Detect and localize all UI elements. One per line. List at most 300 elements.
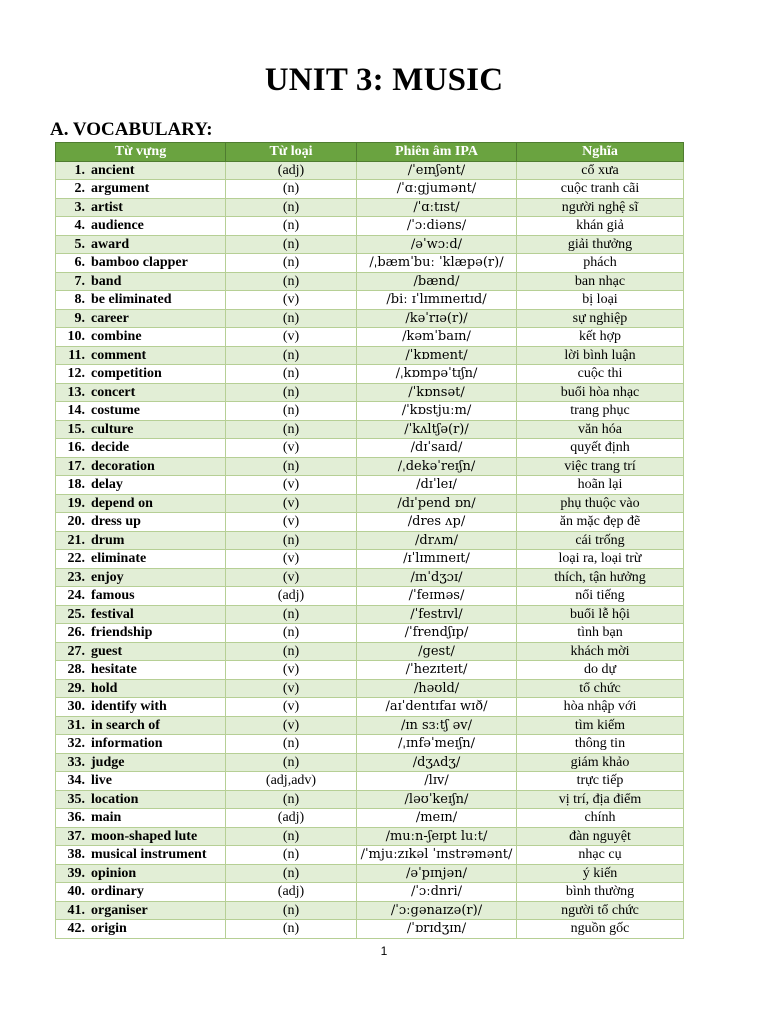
table-row xyxy=(56,383,684,402)
ipa-cell: /aɪˈdentɪfaɪ wɪð/ xyxy=(357,698,517,717)
vocab-word-cell xyxy=(56,642,226,661)
table-row xyxy=(56,476,684,495)
vocab-word-cell xyxy=(56,180,226,199)
vocab-word-cell xyxy=(56,383,226,402)
row-number: 32. xyxy=(67,736,85,752)
vocab-word: decoration xyxy=(91,458,155,474)
vocab-word: band xyxy=(91,273,122,289)
row-number: 20. xyxy=(67,514,85,530)
vocab-word: guest xyxy=(91,643,123,659)
part-of-speech-cell: (n) xyxy=(226,272,357,291)
table-row xyxy=(56,457,684,476)
ipa-cell: /dɪˈpend ɒn/ xyxy=(357,494,517,513)
vocab-word: argument xyxy=(91,181,150,197)
row-number: 26. xyxy=(67,625,85,641)
ipa-cell: /ˈhezɪteɪt/ xyxy=(357,661,517,680)
meaning-cell: ban nhạc xyxy=(517,272,684,291)
ipa-cell: /ˈɔːdnri/ xyxy=(357,883,517,902)
vocab-word: organiser xyxy=(91,902,148,918)
row-number: 2. xyxy=(74,181,85,197)
vocab-word-cell xyxy=(56,735,226,754)
part-of-speech-cell: (n) xyxy=(226,383,357,402)
ipa-cell: /ˈfeɪməs/ xyxy=(357,587,517,606)
vocab-word-cell xyxy=(56,365,226,384)
vocab-word-cell xyxy=(56,217,226,236)
ipa-cell: /ˈkɒment/ xyxy=(357,346,517,365)
meaning-cell: hòa nhập với xyxy=(517,698,684,717)
vocab-word: eliminate xyxy=(91,551,147,567)
vocab-word-cell xyxy=(56,309,226,328)
vocab-word: decide xyxy=(91,440,130,456)
meaning-cell: nguồn gốc xyxy=(517,920,684,939)
ipa-cell: /ˈfrendʃɪp/ xyxy=(357,624,517,643)
part-of-speech-cell: (n) xyxy=(226,605,357,624)
page-title: UNIT 3: MUSIC xyxy=(264,62,504,98)
part-of-speech-cell: (n) xyxy=(226,864,357,883)
row-number: 23. xyxy=(67,569,85,585)
table-row xyxy=(56,439,684,458)
part-of-speech-cell: (v) xyxy=(226,568,357,587)
part-of-speech-cell: (v) xyxy=(226,291,357,310)
meaning-cell: cuộc tranh cãi xyxy=(517,180,684,199)
row-number: 18. xyxy=(67,477,85,493)
table-row xyxy=(56,180,684,199)
table-body xyxy=(56,161,684,938)
vocab-word: bamboo clapper xyxy=(91,255,188,271)
table-row xyxy=(56,254,684,273)
ipa-cell: /dɪˈsaɪd/ xyxy=(357,439,517,458)
vocab-word: costume xyxy=(91,403,140,419)
ipa-cell: /ɪnˈdʒɔɪ/ xyxy=(357,568,517,587)
meaning-cell: bình thường xyxy=(517,883,684,902)
header-meaning: Nghĩa xyxy=(517,143,684,162)
table-row xyxy=(56,809,684,828)
row-number: 4. xyxy=(74,218,85,234)
table-row xyxy=(56,587,684,606)
table-row xyxy=(56,846,684,865)
vocab-word: ordinary xyxy=(91,884,144,900)
row-number: 37. xyxy=(67,828,85,844)
row-number: 9. xyxy=(74,310,85,326)
vocab-word-cell xyxy=(56,772,226,791)
meaning-cell: bị loại xyxy=(517,291,684,310)
vocab-word: opinion xyxy=(91,865,137,881)
row-number: 28. xyxy=(67,662,85,678)
part-of-speech-cell: (v) xyxy=(226,328,357,347)
meaning-cell: phụ thuộc vào xyxy=(517,494,684,513)
ipa-cell: /əˈwɔːd/ xyxy=(357,235,517,254)
meaning-cell: khán giả xyxy=(517,217,684,236)
vocab-word: origin xyxy=(91,921,127,937)
vocab-word: in search of xyxy=(91,717,160,733)
vocab-word: live xyxy=(91,773,112,789)
row-number: 7. xyxy=(74,273,85,289)
row-number: 21. xyxy=(67,532,85,548)
vocab-word: enjoy xyxy=(91,569,124,585)
vocab-word-cell xyxy=(56,328,226,347)
vocab-word-cell xyxy=(56,513,226,532)
part-of-speech-cell: (adj) xyxy=(226,587,357,606)
part-of-speech-cell: (v) xyxy=(226,550,357,569)
vocab-word-cell xyxy=(56,846,226,865)
meaning-cell: do dự xyxy=(517,661,684,680)
vocab-word: competition xyxy=(91,366,162,382)
vocab-word-cell xyxy=(56,531,226,550)
part-of-speech-cell: (n) xyxy=(226,827,357,846)
row-number: 30. xyxy=(67,699,85,715)
row-number: 42. xyxy=(67,921,85,937)
table-row xyxy=(56,772,684,791)
part-of-speech-cell: (adj) xyxy=(226,883,357,902)
row-number: 35. xyxy=(67,791,85,807)
vocab-word: depend on xyxy=(91,495,153,511)
vocab-word-cell xyxy=(56,698,226,717)
part-of-speech-cell: (n) xyxy=(226,790,357,809)
vocab-word: information xyxy=(91,736,163,752)
part-of-speech-cell: (n) xyxy=(226,365,357,384)
part-of-speech-cell: (n) xyxy=(226,531,357,550)
ipa-cell: /ˈɒrɪdʒɪn/ xyxy=(357,920,517,939)
row-number: 24. xyxy=(67,588,85,604)
table-row xyxy=(56,198,684,217)
meaning-cell: cuộc thi xyxy=(517,365,684,384)
vocab-word-cell xyxy=(56,439,226,458)
row-number: 36. xyxy=(67,810,85,826)
meaning-cell: giải thưởng xyxy=(517,235,684,254)
ipa-cell: /əˈpɪnjən/ xyxy=(357,864,517,883)
part-of-speech-cell: (n) xyxy=(226,457,357,476)
part-of-speech-cell: (v) xyxy=(226,661,357,680)
meaning-cell: tình bạn xyxy=(517,624,684,643)
vocab-word: judge xyxy=(91,754,125,770)
ipa-cell: /ˈeɪnʃənt/ xyxy=(357,161,517,180)
table-row xyxy=(56,272,684,291)
vocab-word: hesitate xyxy=(91,662,137,678)
vocab-word-cell xyxy=(56,901,226,920)
ipa-cell: /dres ʌp/ xyxy=(357,513,517,532)
vocab-word-cell xyxy=(56,550,226,569)
table-row xyxy=(56,679,684,698)
ipa-cell: /muːn-ʃeɪpt luːt/ xyxy=(357,827,517,846)
meaning-cell: khách mời xyxy=(517,642,684,661)
part-of-speech-cell: (n) xyxy=(226,642,357,661)
vocab-word: famous xyxy=(91,588,135,604)
vocab-word-cell xyxy=(56,624,226,643)
meaning-cell: cái trống xyxy=(517,531,684,550)
ipa-cell: /ɪn sɜːtʃ əv/ xyxy=(357,716,517,735)
vocabulary-table xyxy=(55,142,684,939)
vocab-word-cell xyxy=(56,605,226,624)
part-of-speech-cell: (n) xyxy=(226,254,357,273)
ipa-cell: /həʊld/ xyxy=(357,679,517,698)
row-number: 39. xyxy=(67,865,85,881)
part-of-speech-cell: (n) xyxy=(226,624,357,643)
meaning-cell: việc trang trí xyxy=(517,457,684,476)
table-row xyxy=(56,309,684,328)
vocab-word: dress up xyxy=(91,514,141,530)
meaning-cell: người tổ chức xyxy=(517,901,684,920)
vocab-word-cell xyxy=(56,494,226,513)
vocab-word: festival xyxy=(91,606,134,622)
vocab-word: identify with xyxy=(91,699,167,715)
vocab-word-cell xyxy=(56,661,226,680)
meaning-cell: trực tiếp xyxy=(517,772,684,791)
ipa-cell: /kəˈrɪə(r)/ xyxy=(357,309,517,328)
vocab-word: artist xyxy=(91,199,123,215)
meaning-cell: loại ra, loại trừ xyxy=(517,550,684,569)
vocab-word: award xyxy=(91,236,130,252)
table-row xyxy=(56,642,684,661)
header-word: Từ vựng xyxy=(56,143,226,162)
ipa-cell: /dɪˈleɪ/ xyxy=(357,476,517,495)
vocab-word-cell xyxy=(56,716,226,735)
meaning-cell: giám khảo xyxy=(517,753,684,772)
vocab-word: main xyxy=(91,810,122,826)
meaning-cell: sự nghiệp xyxy=(517,309,684,328)
ipa-cell: /gest/ xyxy=(357,642,517,661)
meaning-cell: văn hóa xyxy=(517,420,684,439)
ipa-cell: /bænd/ xyxy=(357,272,517,291)
table-row xyxy=(56,531,684,550)
vocab-word-cell xyxy=(56,790,226,809)
vocab-word-cell xyxy=(56,827,226,846)
table-row xyxy=(56,346,684,365)
ipa-cell: /ˈɔːdiəns/ xyxy=(357,217,517,236)
vocab-word-cell xyxy=(56,864,226,883)
row-number: 12. xyxy=(67,366,85,382)
vocab-word-cell xyxy=(56,753,226,772)
vocab-word: drum xyxy=(91,532,125,548)
ipa-cell: /biː ɪˈlɪmɪneɪtɪd/ xyxy=(357,291,517,310)
row-number: 10. xyxy=(67,329,85,345)
table-row xyxy=(56,513,684,532)
vocab-word-cell xyxy=(56,235,226,254)
ipa-cell: /ˈmjuːzɪkəl ˈɪnstrəmənt/ xyxy=(357,846,517,865)
vocab-word-cell xyxy=(56,198,226,217)
table-row xyxy=(56,402,684,421)
part-of-speech-cell: (adj,adv) xyxy=(226,772,357,791)
table-row xyxy=(56,661,684,680)
table-row xyxy=(56,883,684,902)
vocab-word-cell xyxy=(56,346,226,365)
ipa-cell: /ɪˈlɪmɪneɪt/ xyxy=(357,550,517,569)
ipa-cell: /ˈfestɪvl/ xyxy=(357,605,517,624)
vocab-word: musical instrument xyxy=(91,847,207,863)
ipa-cell: /ˈɑːgjumənt/ xyxy=(357,180,517,199)
vocab-word: comment xyxy=(91,347,147,363)
ipa-cell: /lɪv/ xyxy=(357,772,517,791)
meaning-cell: tổ chức xyxy=(517,679,684,698)
vocab-word-cell xyxy=(56,587,226,606)
row-number: 22. xyxy=(67,551,85,567)
meaning-cell: người nghệ sĩ xyxy=(517,198,684,217)
ipa-cell: /ˈkʌltʃə(r)/ xyxy=(357,420,517,439)
row-number: 41. xyxy=(67,902,85,918)
table-row xyxy=(56,753,684,772)
part-of-speech-cell: (n) xyxy=(226,309,357,328)
ipa-cell: /kəmˈbaɪn/ xyxy=(357,328,517,347)
ipa-cell: /ˈɑːtɪst/ xyxy=(357,198,517,217)
vocab-word-cell xyxy=(56,679,226,698)
vocab-word-cell xyxy=(56,291,226,310)
vocab-word: friendship xyxy=(91,625,153,641)
meaning-cell: trang phục xyxy=(517,402,684,421)
ipa-cell: /ˌdekəˈreɪʃn/ xyxy=(357,457,517,476)
vocab-word: combine xyxy=(91,329,142,345)
part-of-speech-cell: (n) xyxy=(226,346,357,365)
table-row xyxy=(56,624,684,643)
ipa-cell: /drʌm/ xyxy=(357,531,517,550)
part-of-speech-cell: (v) xyxy=(226,494,357,513)
meaning-cell: thông tin xyxy=(517,735,684,754)
table-row xyxy=(56,698,684,717)
row-number: 17. xyxy=(67,458,85,474)
row-number: 8. xyxy=(74,292,85,308)
ipa-cell: /meɪn/ xyxy=(357,809,517,828)
row-number: 3. xyxy=(74,199,85,215)
meaning-cell: lời bình luận xyxy=(517,346,684,365)
row-number: 29. xyxy=(67,680,85,696)
row-number: 33. xyxy=(67,754,85,770)
meaning-cell: buổi hòa nhạc xyxy=(517,383,684,402)
part-of-speech-cell: (v) xyxy=(226,679,357,698)
table-row xyxy=(56,550,684,569)
vocab-word-cell xyxy=(56,420,226,439)
row-number: 19. xyxy=(67,495,85,511)
meaning-cell: ăn mặc đẹp đẽ xyxy=(517,513,684,532)
table-row xyxy=(56,790,684,809)
header-part-of-speech: Từ loại xyxy=(226,143,357,162)
table-row xyxy=(56,716,684,735)
page-number: 1 xyxy=(380,944,388,958)
vocab-word-cell xyxy=(56,457,226,476)
vocab-word: hold xyxy=(91,680,118,696)
row-number: 6. xyxy=(74,255,85,271)
meaning-cell: tìm kiếm xyxy=(517,716,684,735)
vocab-word: be eliminated xyxy=(91,292,172,308)
row-number: 14. xyxy=(67,403,85,419)
meaning-cell: quyết định xyxy=(517,439,684,458)
table-row xyxy=(56,217,684,236)
ipa-cell: /dʒʌdʒ/ xyxy=(357,753,517,772)
table-row xyxy=(56,827,684,846)
row-number: 25. xyxy=(67,606,85,622)
table-row xyxy=(56,901,684,920)
table-row xyxy=(56,365,684,384)
table-row xyxy=(56,328,684,347)
meaning-cell: thích, tận hưởng xyxy=(517,568,684,587)
part-of-speech-cell: (n) xyxy=(226,920,357,939)
meaning-cell: nổi tiếng xyxy=(517,587,684,606)
part-of-speech-cell: (v) xyxy=(226,513,357,532)
meaning-cell: phách xyxy=(517,254,684,273)
part-of-speech-cell: (n) xyxy=(226,217,357,236)
row-number: 5. xyxy=(74,236,85,252)
vocab-word: career xyxy=(91,310,129,326)
row-number: 11. xyxy=(68,347,85,363)
part-of-speech-cell: (v) xyxy=(226,716,357,735)
part-of-speech-cell: (n) xyxy=(226,235,357,254)
table-row xyxy=(56,920,684,939)
part-of-speech-cell: (n) xyxy=(226,402,357,421)
meaning-cell: đàn nguyệt xyxy=(517,827,684,846)
vocab-word-cell xyxy=(56,476,226,495)
meaning-cell: vị trí, địa điểm xyxy=(517,790,684,809)
ipa-cell: /ˈkɒnsət/ xyxy=(357,383,517,402)
vocab-word: concert xyxy=(91,384,136,400)
row-number: 15. xyxy=(67,421,85,437)
meaning-cell: buổi lễ hội xyxy=(517,605,684,624)
row-number: 27. xyxy=(67,643,85,659)
row-number: 34. xyxy=(67,773,85,789)
table-row xyxy=(56,864,684,883)
header-ipa: Phiên âm IPA xyxy=(357,143,517,162)
vocab-word-cell xyxy=(56,161,226,180)
table-row xyxy=(56,161,684,180)
ipa-cell: /ˈkɒstjuːm/ xyxy=(357,402,517,421)
vocab-word-cell xyxy=(56,809,226,828)
table-row xyxy=(56,235,684,254)
table-row xyxy=(56,605,684,624)
table-row xyxy=(56,494,684,513)
vocab-word-cell xyxy=(56,254,226,273)
part-of-speech-cell: (n) xyxy=(226,180,357,199)
meaning-cell: chính xyxy=(517,809,684,828)
vocab-word-cell xyxy=(56,402,226,421)
ipa-cell: /ˈɔːgənaɪzə(r)/ xyxy=(357,901,517,920)
table-row xyxy=(56,291,684,310)
vocab-word-cell xyxy=(56,920,226,939)
vocab-word-cell xyxy=(56,568,226,587)
vocab-word-cell xyxy=(56,883,226,902)
meaning-cell: nhạc cụ xyxy=(517,846,684,865)
table-row xyxy=(56,735,684,754)
part-of-speech-cell: (n) xyxy=(226,753,357,772)
vocab-word-cell xyxy=(56,272,226,291)
part-of-speech-cell: (v) xyxy=(226,476,357,495)
row-number: 16. xyxy=(67,440,85,456)
part-of-speech-cell: (adj) xyxy=(226,161,357,180)
part-of-speech-cell: (v) xyxy=(226,698,357,717)
vocab-word: delay xyxy=(91,477,123,493)
part-of-speech-cell: (adj) xyxy=(226,809,357,828)
row-number: 13. xyxy=(67,384,85,400)
table-header-row xyxy=(56,143,684,162)
ipa-cell: /ˌkɒmpəˈtɪʃn/ xyxy=(357,365,517,384)
part-of-speech-cell: (n) xyxy=(226,901,357,920)
part-of-speech-cell: (n) xyxy=(226,198,357,217)
meaning-cell: hoãn lại xyxy=(517,476,684,495)
vocab-word: culture xyxy=(91,421,134,437)
meaning-cell: cổ xưa xyxy=(517,161,684,180)
part-of-speech-cell: (v) xyxy=(226,439,357,458)
vocab-word: moon-shaped lute xyxy=(91,828,198,844)
vocab-word: location xyxy=(91,791,139,807)
part-of-speech-cell: (n) xyxy=(226,846,357,865)
table-row xyxy=(56,420,684,439)
meaning-cell: ý kiến xyxy=(517,864,684,883)
row-number: 31. xyxy=(67,717,85,733)
table-row xyxy=(56,568,684,587)
section-heading: A. VOCABULARY: xyxy=(50,119,213,140)
part-of-speech-cell: (n) xyxy=(226,420,357,439)
vocab-word: ancient xyxy=(91,162,135,178)
meaning-cell: kết hợp xyxy=(517,328,684,347)
ipa-cell: /ˌɪnfəˈmeɪʃn/ xyxy=(357,735,517,754)
part-of-speech-cell: (n) xyxy=(226,735,357,754)
row-number: 40. xyxy=(67,884,85,900)
ipa-cell: /ləʊˈkeɪʃn/ xyxy=(357,790,517,809)
